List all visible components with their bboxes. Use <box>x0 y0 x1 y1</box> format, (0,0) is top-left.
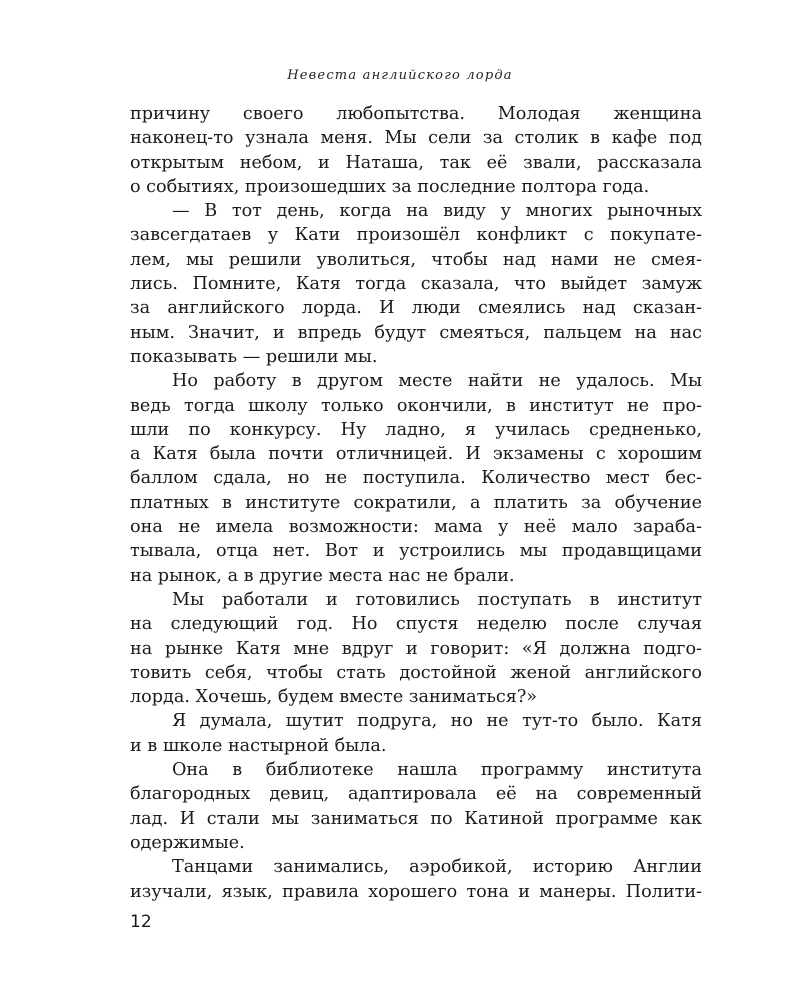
text-line: лем, мы решили уволиться, чтобы над нами не смея- <box>130 249 702 270</box>
text-line: ным. Значит, и впредь будут смеяться, пальцем на нас <box>130 322 702 343</box>
body-text <box>130 102 702 904</box>
text-line: о событиях, произошедших за последние полтора года. <box>130 176 650 197</box>
text-line: на рынке Катя мне вдруг и говорит: «Я должна подго- <box>130 638 702 659</box>
text-line: ведь тогда школу только окончили, в институт не про- <box>130 395 702 416</box>
text-line: одержимые. <box>130 832 245 853</box>
page-number: 12 <box>130 912 152 932</box>
text-line: и в школе настырной была. <box>130 735 387 756</box>
text-line: шли по конкурсу. Ну ладно, я училась средненько, <box>130 419 702 440</box>
text-line: а Катя была почти отличницей. И экзамены с хорошим <box>130 444 702 465</box>
text-line: товить себя, чтобы стать достойной женой английского <box>130 662 702 683</box>
text-line: лись. Помните, Катя тогда сказала, что выйдет замуж <box>130 274 702 295</box>
text-line: за английского лорда. И люди смеялись над сказан- <box>130 298 702 319</box>
text-line: Но работу в другом месте найти не удалось. Мы <box>172 371 702 392</box>
text-line: на следующий год. Но спустя неделю после случая <box>130 614 702 635</box>
text-line: Танцами занимались, аэробикой, историю Англии <box>172 857 702 878</box>
text-line: изучали, язык, правила хорошего тона и манеры. Полити- <box>130 881 702 902</box>
text-line: на рынок, а в другие места нас не брали. <box>130 565 515 586</box>
text-line: лорда. Хочешь, будем вместе заниматься?» <box>130 687 538 708</box>
text-line: тывала, отца нет. Вот и устроились мы продавщицами <box>130 541 702 562</box>
text-line: показывать — решили мы. <box>130 346 378 367</box>
running-head-title: Невеста английского лорда <box>287 68 513 83</box>
text-line: открытым небом, и Наташа, так её звали, рассказала <box>130 152 702 173</box>
text-line: завсегдатаев у Кати произошёл конфликт с покупате- <box>130 225 702 246</box>
text-line: баллом сдала, но не поступила. Количество мест бес- <box>130 468 702 489</box>
text-line: лад. И стали мы заниматься по Катиной программе как <box>130 808 702 829</box>
text-line: платных в институте сократили, а платить за обучение <box>130 492 702 513</box>
text-line: благородных девиц, адаптировала её на современный <box>130 784 702 805</box>
text-line: — В тот день, когда на виду у многих рыночных <box>172 201 702 222</box>
text-line: Она в библиотеке нашла программу института <box>172 760 702 781</box>
text-line: причину своего любопытства. Молодая женщина <box>130 104 702 124</box>
text-line: наконец-то узнала меня. Мы сели за столик в кафе под <box>130 128 702 149</box>
text-line: Я думала, шутит подруга, но не тут-то было. Катя <box>172 711 702 732</box>
text-line: Мы работали и готовились поступать в институт <box>172 589 702 610</box>
text-line: она не имела возможности: мама у неё мало зараба- <box>130 517 702 538</box>
